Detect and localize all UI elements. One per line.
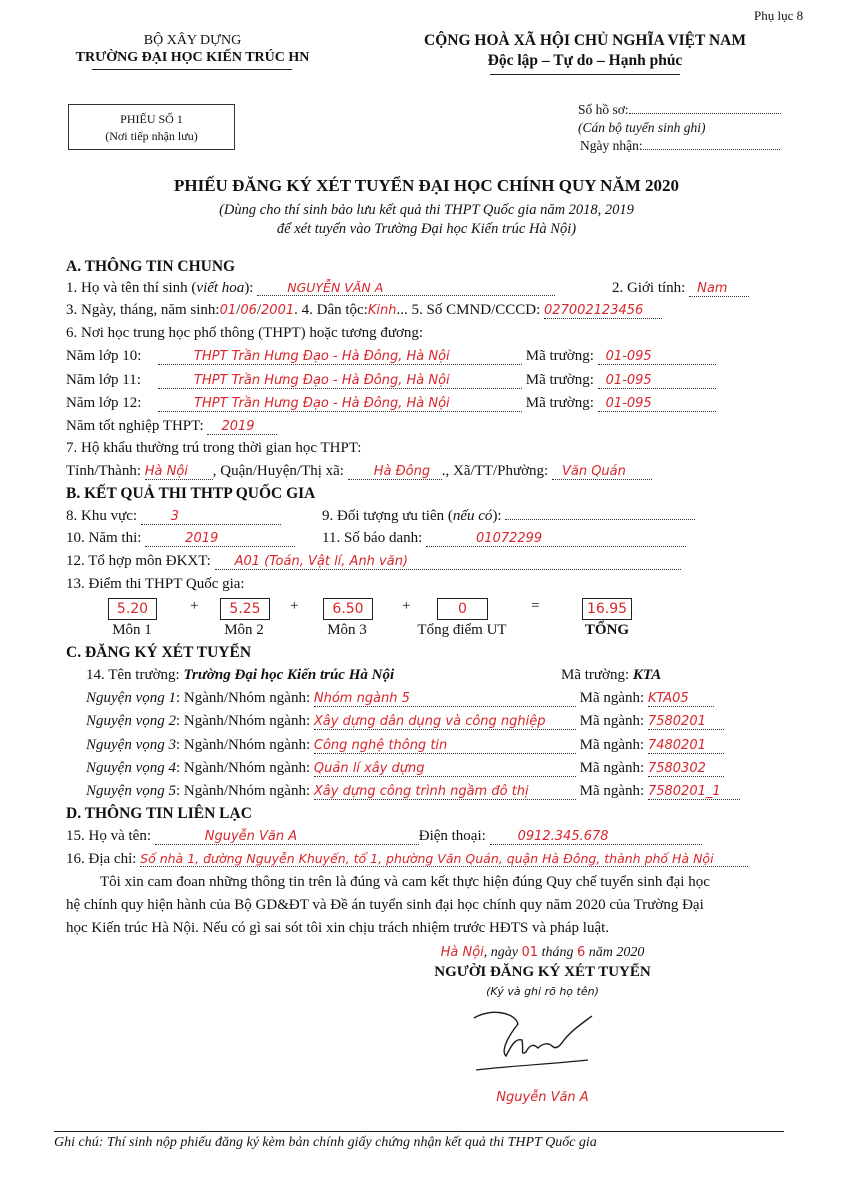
wish-3-row xyxy=(86,737,724,754)
target-school-code-row xyxy=(561,667,661,684)
combo-label: 12. Tổ hợp môn ĐKXT: xyxy=(66,553,211,569)
ethnic-label: 4. Dân tộc: xyxy=(301,302,368,318)
declaration-line-3: học Kiến trúc Hà Nội. Nếu có gì sai sót tôi xin chịu trách nhiệm trước HĐTS và pháp luật. xyxy=(66,920,610,936)
grade-12-code: 01-095 xyxy=(598,396,716,412)
signature-place: Hà Nội xyxy=(440,945,484,960)
grade-12-code-label: Mã trường: xyxy=(525,395,594,411)
signature-date-text-2: tháng xyxy=(538,945,577,960)
priority-row xyxy=(322,508,695,525)
ticket-box xyxy=(68,104,235,150)
section-a-heading: A. THÔNG TIN CHUNG xyxy=(66,258,236,275)
header-right-underline xyxy=(490,74,680,75)
signature-month: 6 xyxy=(576,945,586,960)
id-value: 027002123456 xyxy=(544,303,662,319)
phone-value: 0912.345.678 xyxy=(490,829,702,845)
gender-value: Nam xyxy=(689,281,749,297)
wish-3-code-label: Mã ngành: xyxy=(579,737,645,753)
score-heading: 13. Điểm thi THPT Quốc gia: xyxy=(66,576,245,592)
ward-value: Văn Quán xyxy=(552,464,652,480)
grade-10-label: Năm lớp 10: xyxy=(66,348,142,364)
equals-sign: = xyxy=(531,598,540,614)
wish-3-major: Công nghệ thông tin xyxy=(314,738,576,754)
contact-address-value: Số nhà 1, đường Nguyễn Khuyến, tổ 1, phường Văn Quán, quận Hà Đông, thành phố Hà Nội xyxy=(140,851,748,867)
nation-motto: Độc lập – Tự do – Hạnh phúc xyxy=(487,52,683,69)
graduation-value: 2019 xyxy=(207,419,277,435)
score-box-1 xyxy=(108,598,157,620)
file-number-label: Số hồ sơ: xyxy=(578,102,629,117)
signature-name: Nguyễn Văn A xyxy=(496,1090,589,1105)
wish-4-row xyxy=(86,760,724,777)
received-date-blank xyxy=(643,149,780,150)
province-label: Tỉnh/Thành: xyxy=(66,463,141,479)
score-3-value: 6.50 xyxy=(332,601,364,617)
file-officer-note: (Cán bộ tuyển sinh ghi) xyxy=(578,120,706,135)
file-number-row xyxy=(578,102,781,118)
grade-11-code: 01-095 xyxy=(598,373,716,389)
grade-10-row xyxy=(66,348,716,365)
wish-4-major: Quản lí xây dựng xyxy=(314,761,576,777)
grade-11-school: THPT Trần Hưng Đạo - Hà Đông, Hà Nội xyxy=(158,373,522,389)
appendix-label: Phụ lục 8 xyxy=(754,8,804,23)
wish-4-code-label: Mã ngành: xyxy=(579,760,645,776)
district-value: Hà Đông xyxy=(348,464,442,480)
ethnic-value: Kinh xyxy=(367,303,397,318)
exam-year-label: 10. Năm thi: xyxy=(66,530,142,546)
wish-5-code-label: Mã ngành: xyxy=(579,783,645,799)
file-number-blank xyxy=(629,113,781,114)
total-score-label: TỔNG xyxy=(584,622,630,638)
dob-month: 06 xyxy=(240,303,257,318)
district-label: , Quận/Huyện/Thị xã: xyxy=(212,463,344,479)
wish-5-row xyxy=(86,783,740,800)
received-date-label: Ngày nhận: xyxy=(580,138,643,153)
wish-1-major-label: : Ngành/Nhóm ngành: xyxy=(175,690,311,706)
plus-sign-1: + xyxy=(190,598,199,614)
full-name-row xyxy=(66,280,555,297)
priority-score-label: Tổng điểm UT xyxy=(417,622,507,638)
school-name: TRƯỜNG ĐẠI HỌC KIẾN TRÚC HN xyxy=(75,50,310,65)
dob-label: 3. Ngày, tháng, năm sinh: xyxy=(66,302,220,318)
grade-10-code: 01-095 xyxy=(598,349,716,365)
grade-11-label: Năm lớp 11: xyxy=(66,372,141,388)
exam-year-row xyxy=(66,530,295,547)
form-subtitle-1: (Dùng cho thí sinh bảo lưu kết quả thi THPT Quốc gia năm 2018, 2019 xyxy=(219,202,634,218)
graduation-label: Năm tốt nghiệp THPT: xyxy=(66,418,204,434)
signature-note: (Ký và ghi rõ họ tên) xyxy=(486,985,599,998)
declaration-line-1: Tôi xin cam đoan những thông tin trên là đúng và cam kết thực hiện đúng Quy chế tuyển sinh đại học xyxy=(100,874,710,890)
wish-2-row xyxy=(86,713,724,730)
section-d-heading: D. THÔNG TIN LIÊN LẠC xyxy=(66,805,252,822)
grade-12-school: THPT Trần Hưng Đạo - Hà Đông, Hà Nội xyxy=(158,396,522,412)
ticket-number: PHIẾU SỐ 1 xyxy=(120,112,183,126)
priority-blank xyxy=(505,519,695,520)
score-1-label: Môn 1 xyxy=(112,622,152,638)
ministry-name: BỘ XÂY DỰNG xyxy=(143,33,242,48)
score-2-label: Môn 2 xyxy=(224,622,264,638)
candidate-number-row xyxy=(322,530,686,547)
wish-5-major: Xây dựng công trình ngầm đô thị xyxy=(314,784,576,800)
footnote-rule xyxy=(54,1131,784,1132)
candidate-number-value: 01072299 xyxy=(426,531,686,547)
gender-row xyxy=(612,280,749,297)
contact-name-value: Nguyễn Văn A xyxy=(155,829,419,845)
wish-3-code: 7480201 xyxy=(648,738,724,754)
address-row xyxy=(66,463,652,480)
grade-11-row xyxy=(66,372,716,389)
handwritten-signature xyxy=(460,1000,600,1080)
wish-2-label: Nguyện vọng 2 xyxy=(86,713,176,729)
nation-name: CỘNG HOÀ XÃ HỘI CHỦ NGHĨA VIỆT NAM xyxy=(424,32,746,49)
wish-3-major-label: : Ngành/Nhóm ngành: xyxy=(175,737,311,753)
priority-score-value: 0 xyxy=(458,601,467,617)
priority-label-end: ): xyxy=(492,508,502,524)
wish-5-label: Nguyện vọng 5 xyxy=(86,783,176,799)
target-school-value: Trường Đại học Kiến trúc Hà Nội xyxy=(183,667,395,683)
dob-day: 01 xyxy=(219,303,237,318)
full-name-label-end: ): xyxy=(244,280,254,296)
contact-name-row xyxy=(66,828,702,845)
target-school-row xyxy=(86,667,394,684)
signature-day: 01 xyxy=(521,945,539,960)
combo-row xyxy=(66,553,681,570)
grade-12-label: Năm lớp 12: xyxy=(66,395,142,411)
plus-sign-2: + xyxy=(290,598,299,614)
wish-1-label: Nguyện vọng 1 xyxy=(86,690,176,706)
score-1-value: 5.20 xyxy=(116,601,149,617)
priority-label-note: nếu có xyxy=(452,508,493,524)
contact-address-row xyxy=(66,851,748,868)
wish-2-code: 7580201 xyxy=(648,714,724,730)
wish-4-label: Nguyện vọng 4 xyxy=(86,760,176,776)
score-3-label: Môn 3 xyxy=(327,622,367,638)
grade-11-code-label: Mã trường: xyxy=(525,372,594,388)
score-2-value: 5.25 xyxy=(229,601,261,617)
grade-12-row xyxy=(66,395,716,412)
household-heading: 7. Hộ khẩu thường trú trong thời gian học THPT: xyxy=(66,440,362,456)
section-b-heading: B. KẾT QUẢ THI THTP QUỐC GIA xyxy=(66,485,316,502)
full-name-label: 1. Họ và tên thí sinh ( xyxy=(66,280,197,296)
full-name-value: NGUYỄN VĂN A xyxy=(257,280,555,296)
area-label: 8. Khu vực: xyxy=(66,508,138,524)
area-row xyxy=(66,508,281,525)
id-label: 5. Số CMND/CCCD: xyxy=(411,302,541,318)
phone-label: Điện thoại: xyxy=(418,828,486,844)
total-score-value: 16.95 xyxy=(586,601,628,617)
wish-2-major: Xây dựng dân dụng và công nghiệp xyxy=(314,714,576,730)
signature-date xyxy=(400,945,685,961)
declaration-line-2: hệ chính quy hiện hành của Bộ GD&ĐT và Đề án tuyển sinh đại học chính quy năm 2020 của Trường Đại xyxy=(66,897,704,913)
school-heading: 6. Nơi học trung học phổ thông (THPT) hoặc tương đương: xyxy=(66,325,424,341)
contact-address-label: 16. Địa chỉ: xyxy=(66,851,137,867)
score-box-priority xyxy=(437,598,488,620)
wish-4-major-label: : Ngành/Nhóm ngành: xyxy=(175,760,311,776)
footnote: Ghi chú: Thí sinh nộp phiếu đăng ký kèm bản chính giấy chứng nhận kết quả thi THPT Quốc gia xyxy=(54,1135,597,1150)
area-value: 3 xyxy=(141,509,281,525)
wish-2-code-label: Mã ngành: xyxy=(579,713,645,729)
grade-10-code-label: Mã trường: xyxy=(525,348,594,364)
section-c-heading: C. ĐĂNG KÝ XÉT TUYỂN xyxy=(66,644,252,661)
exam-year-value: 2019 xyxy=(145,531,295,547)
score-box-total xyxy=(582,598,632,620)
full-name-label-note: viết hoa xyxy=(196,280,245,296)
wish-1-row xyxy=(86,690,714,707)
candidate-number-label: 11. Số báo danh: xyxy=(322,530,423,546)
graduation-row xyxy=(66,418,277,435)
form-subtitle-2: để xét tuyển vào Trường Đại học Kiến trúc Hà Nội) xyxy=(276,221,577,237)
received-date-row xyxy=(580,138,780,154)
gender-label: 2. Giới tính: xyxy=(612,280,686,296)
target-school-code-value: KTA xyxy=(632,667,662,683)
signature-date-text-1: , ngày xyxy=(483,945,522,960)
score-box-2 xyxy=(220,598,270,620)
wish-5-code: 7580201_1 xyxy=(648,784,740,800)
form-title: PHIẾU ĐĂNG KÝ XÉT TUYỂN ĐẠI HỌC CHÍNH QUY NĂM 2020 xyxy=(174,176,679,195)
target-school-code-label: Mã trường: xyxy=(561,667,630,683)
grade-10-school: THPT Trần Hưng Đạo - Hà Đông, Hà Nội xyxy=(158,349,522,365)
header-left-underline xyxy=(92,69,292,70)
contact-name-label: 15. Họ và tên: xyxy=(66,828,151,844)
priority-label: 9. Đối tượng ưu tiên ( xyxy=(322,508,453,524)
signature-date-text-3: năm 2020 xyxy=(585,945,645,960)
wish-1-code: KTA05 xyxy=(648,691,714,707)
combo-value: A01 (Toán, Vật lí, Anh văn) xyxy=(215,554,681,570)
dob-year: 2001 xyxy=(261,303,295,318)
wish-1-major: Nhóm ngành 5 xyxy=(314,691,576,707)
wish-2-major-label: : Ngành/Nhóm ngành: xyxy=(175,713,311,729)
score-box-3 xyxy=(323,598,373,620)
birth-ethnic-id-row: 3. Ngày, tháng, năm sinh:01/06/2001. 4. Dân tộc:Kinh... 5. Số CMND/CCCD: 027002123456 xyxy=(66,302,662,319)
signature-title: NGƯỜI ĐĂNG KÝ XÉT TUYỂN xyxy=(434,964,651,980)
wish-5-major-label: : Ngành/Nhóm ngành: xyxy=(175,783,311,799)
wish-1-code-label: Mã ngành: xyxy=(579,690,645,706)
province-value: Hà Nội xyxy=(145,464,213,480)
ward-label: ., Xã/TT/Phường: xyxy=(441,463,549,479)
target-school-label: 14. Tên trường: xyxy=(86,667,180,683)
plus-sign-3: + xyxy=(402,598,411,614)
wish-3-label: Nguyện vọng 3 xyxy=(86,737,176,753)
ticket-note: (Nơi tiếp nhận lưu) xyxy=(105,129,198,143)
wish-4-code: 7580302 xyxy=(648,761,724,777)
